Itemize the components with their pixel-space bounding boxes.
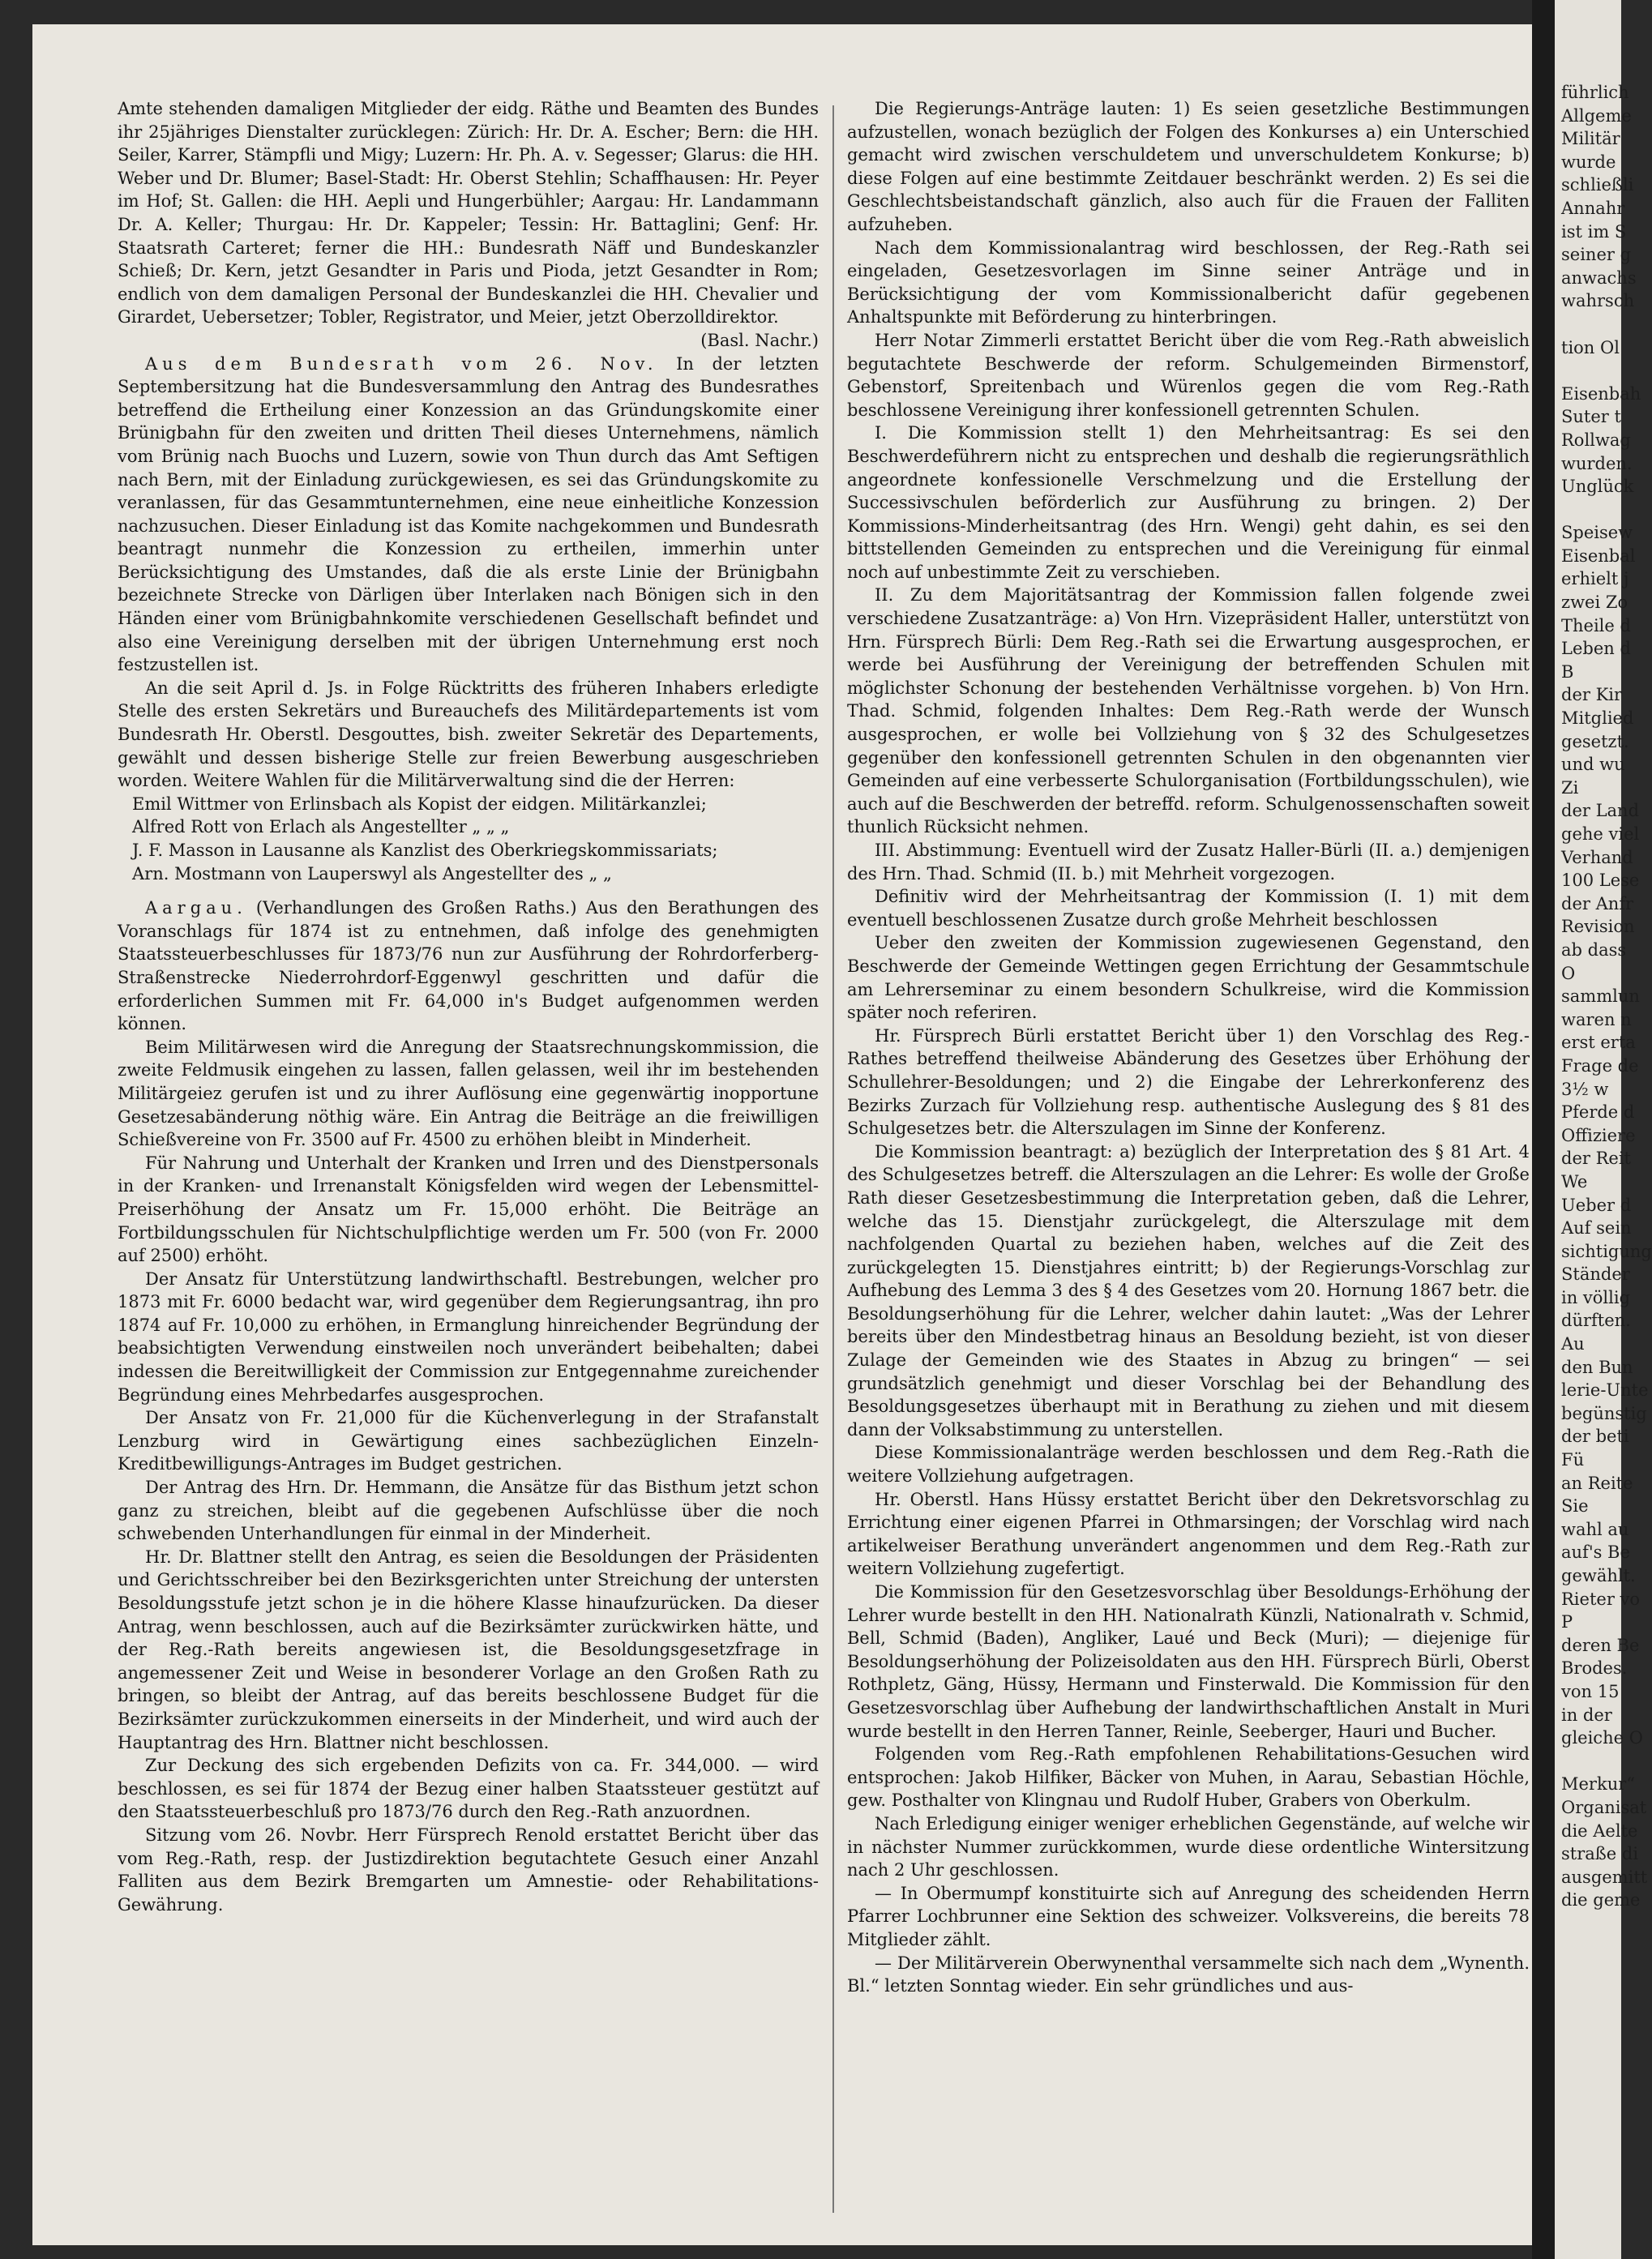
article-paragraph xyxy=(118,353,819,677)
fragment-line: Rieter vo xyxy=(1561,1589,1641,1609)
paragraph-text: Amte stehenden damaligen Mitglieder der eidg. Räthe und Beamten des Bundes ihr 25jähriges Dienstalter zurücklegen: Zürich: Hr. Dr. A. Escher; Bern: die HH. Seiler, Karrer, Stämpfli und Migy; Luzern: Hr. Ph. A. v. Segesser; Glarus: die HH. Weber und Dr. Blumer; Basel-Stadt: Hr. Oberst Stehlin; Schaffhausen: Hr. Peyer im Hof; St. Gallen: die HH. Aepli und Hungerbühler; Aargau: Hr. Landammann Dr. A. Keller; Thurgau: Hr. Dr. Kappeler; Tessin: Hr. Battaglini; Genf: Hr. Staatsrath Carteret; ferner die HH.: Bundesrath Näff und Bundeskanzler Schieß; Dr. Kern, jetzt Gesandter in Paris und Pioda, jetzt Gesandter in Rom; endlich von dem damaligen Personal der Bundeskanzlei die HH. Chevalier und Girardet, Uebersetzer; Tobler, Registrator, und Meier, jetzt Oberzolldirektor. xyxy=(118,99,819,327)
fragment-line xyxy=(1561,1750,1621,1773)
article-paragraph xyxy=(118,329,819,353)
article-paragraph xyxy=(118,815,819,839)
article-paragraph xyxy=(118,1476,819,1546)
paragraph-text: Hr. Fürsprech Bürli erstattet Bericht über 1) den Vorschlag des Reg.-Rathes betreffend theilweise Abänderung des Gesetzes über Erhöhung der Schullehrer-Besoldungen; und 2) die Eingabe der Lehrerkonferenz des Bezirks Zurzach für Vollziehung resp. authentische Auslegung des § 81 des Schulgesetzes betr. die Alterszulagen im Sinne der Konferenz. xyxy=(847,1025,1530,1139)
paragraph-text: Nach dem Kommissionalantrag wird beschlossen, der Reg.-Rath sei eingeladen, Gesetzesvorlagen im Sinne seiner Anträge und in Berücksichtigung der vom Kommissionalbericht dafür gegebenen Anhaltspunkte mit Beförderung zu hinterbringen. xyxy=(847,237,1530,327)
adjacent-page-edge xyxy=(1555,0,1652,2259)
fragment-line: ausgemitt xyxy=(1561,1867,1648,1887)
paragraph-text: Diese Kommissionalanträge werden beschlossen und dem Reg.-Rath die weitere Vollziehung aufgetragen. xyxy=(847,1443,1530,1487)
paragraph-text: J. F. Masson in Lausanne als Kanzlist des Oberkriegskommissariats; xyxy=(132,841,718,860)
fragment-line: Annahr xyxy=(1561,198,1625,218)
fragment-line: Unglück xyxy=(1561,477,1634,497)
fragment-line: auf's Be xyxy=(1561,1542,1630,1563)
column-divider xyxy=(832,105,834,2213)
fragment-line: Brodes. xyxy=(1561,1658,1628,1679)
fragment-line: führlich xyxy=(1561,83,1629,102)
fragment-line: die geme xyxy=(1561,1890,1641,1910)
article-paragraph xyxy=(847,421,1530,584)
fragment-line xyxy=(1561,359,1621,383)
article-paragraph xyxy=(847,1140,1530,1442)
fragment-line: dürften. xyxy=(1561,1311,1631,1331)
page-gutter xyxy=(1532,0,1555,2259)
fragment-line: Mitglied xyxy=(1561,708,1634,729)
fragment-line: Rollwag xyxy=(1561,430,1631,450)
fragment-line: Pferde d xyxy=(1561,1102,1635,1123)
article-paragraph xyxy=(847,1581,1530,1743)
article-paragraph xyxy=(118,896,819,1036)
fragment-line: in der xyxy=(1561,1705,1612,1725)
fragment-line: 3½ w xyxy=(1561,1079,1609,1099)
fragment-line: erhielt j xyxy=(1561,569,1629,589)
article-paragraph xyxy=(118,1268,819,1407)
fragment-line: der Land xyxy=(1561,801,1640,821)
paragraph-text: Hr. Oberstl. Hans Hüssy erstattet Bericht über den Dekretsvorschlag zu Errichtung einer eigenen Pfarrei in Othmarsingen; der Vorschlag wird nach artikelweiser Berathung unverändert angenommen und dem Reg.-Rath zur weitern Vollziehung zugefertigt. xyxy=(847,1489,1530,1579)
fragment-line: Organisat xyxy=(1561,1797,1647,1817)
fragment-line: Ueber d xyxy=(1561,1195,1632,1215)
fragment-line: seiner g xyxy=(1561,245,1632,265)
fragment-line: sichtigung xyxy=(1561,1241,1652,1261)
article-paragraph xyxy=(847,237,1530,329)
fragment-line: sammlun xyxy=(1561,986,1640,1007)
paragraph-text: Der Ansatz für Unterstützung landwirthschaftl. Bestrebungen, welcher pro 1873 mit Fr. 6000 bedacht war, wird gegenüber dem Regierungsantrag, ihn pro 1874 auf Fr. 10,000 zu erhöhen, in Ermanglung hinreichender Begründung der beabsichtigten Verwendung einstweilen noch unverändert beibehalten; dabei indessen die Bereitwilligkeit der Commission zur Entgegennahme zureichender Begründung eines Mehrbedarfes ausgesprochen. xyxy=(118,1269,819,1405)
article-paragraph xyxy=(118,862,819,886)
paragraph-text: Nach Erledigung einiger weniger erheblichen Gegenstände, auf welche wir in nächster Nummer zurückkommen, wurde diese ordentliche Wintersitzung nach 2 Uhr geschlossen. xyxy=(847,1813,1530,1880)
paragraph-text: — In Obermumpf konstituirte sich auf Anregung des scheidenden Herrn Pfarrer Lochbrunner eine Sektion des schweizer. Volksvereins, die bereits 78 Mitglieder zählt. xyxy=(847,1883,1530,1949)
fragment-line: zwei Zo xyxy=(1561,593,1628,613)
paragraph-text: Folgenden vom Reg.-Rath empfohlenen Rehabilitations-Gesuchen wird entsprochen: Jakob Hilfiker, Bäcker von Muhen, in Aarau, Sebastian Höchle, gew. Posthalter von Klingnau und Rudolf Huber, Grabers von Oberkulm. xyxy=(847,1744,1530,1811)
article-paragraph xyxy=(118,677,819,793)
fragment-line: wahl au xyxy=(1561,1519,1629,1539)
article-paragraph xyxy=(118,1152,819,1268)
article-paragraph xyxy=(118,1036,819,1152)
paragraph-text: Die Kommission für den Gesetzesvorschlag über Besoldungs-Erhöhung der Lehrer wurde bestellt in den HH. Nationalrath Künzli, Nationalrath v. Schmid, Bell, Schmid (Baden), Angliker, Laué und Beck (Muri); — diejenige für Besoldungserhöhung der Polizeisoldaten aus den HH. Fürsprech Bürli, Oberst Rothpletz, Gäng, Hüssy, Hermann und Finsterwald. Die Kommission für den Gesetzesvorschlag über Aufhebung der landwirthschaftlichen Anstalt in Muri wurde bestellt in den Herren Tanner, Reinle, Seeberger, Hauri und Bucher. xyxy=(847,1582,1530,1741)
paragraph-text: Herr Notar Zimmerli erstattet Bericht über die vom Reg.-Rath abweislich begutachtete Beschwerde der reform. Schulgemeinden Birmenstorf, Gebenstorf, Spreitenbach und Würenlos gegen die vom Reg.-Rath beschlossene Vereinigung ihrer konfessionell getrennten Schulen. xyxy=(847,330,1530,420)
paragraph-lead: Aargau. xyxy=(145,898,247,918)
fragment-line: wurde xyxy=(1561,152,1616,172)
fragment-line: Verhand xyxy=(1561,847,1633,867)
fragment-line: anwachs xyxy=(1561,267,1637,288)
fragment-line: die Aelte xyxy=(1561,1820,1638,1841)
fragment-line: gleiche O xyxy=(1561,1728,1643,1748)
fragment-line: schließli xyxy=(1561,175,1634,195)
fragment-line: B xyxy=(1561,661,1574,682)
fragment-line: waren n xyxy=(1561,1009,1632,1029)
fragment-line: der beti xyxy=(1561,1427,1629,1447)
newspaper-page xyxy=(32,24,1532,2245)
fragment-line: in völlig xyxy=(1561,1287,1631,1307)
paragraph-text: Definitiv wird der Mehrheitsantrag der Kommission (I. 1) mit dem eventuell beschlossenen Zusatze durch große Mehrheit beschlossen xyxy=(847,887,1530,930)
article-paragraph xyxy=(847,1882,1530,1952)
paragraph-text: Beim Militärwesen wird die Anregung der Staatsrechnungskommission, die zweite Feldmusik eingehen zu lassen, fallen gelassen, weil ihr im bestehenden Militärgeiez gerufen ist und zu ihrer Auflösung eine gegenwärtig inopportune Gesetzesabänderung nöthig wäre. Ein Antrag die Beiträge an die freiwilligen Schießvereine von Fr. 3500 auf Fr. 4500 zu erhöhen bleibt in Minderheit. xyxy=(118,1037,819,1150)
fragment-line: Merkur“ xyxy=(1561,1774,1635,1795)
fragment-line: wahrsch xyxy=(1561,291,1635,311)
fragment-line: ist im S xyxy=(1561,221,1627,242)
paragraph-text: Für Nahrung und Unterhalt der Kranken und Irren und des Dienstpersonals in der Kranken- und Irrenanstalt Königsfelden wird wegen der Lebensmittel-Preiserhöhung der Ansatz um Fr. 15,000 erhöht. Die Beiträge an Fortbildungsschulen für Nichtschulpflichtige werden um Fr. 500 (von Fr. 2000 auf 2500) erhöht. xyxy=(118,1153,819,1266)
article-paragraph xyxy=(847,1025,1530,1140)
fragment-line: von 15 xyxy=(1561,1681,1620,1701)
fragment-line: erst erta xyxy=(1561,1033,1636,1053)
fragment-line: Theile d xyxy=(1561,615,1631,635)
fragment-line: Suter t xyxy=(1561,407,1621,427)
fragment-line: Speisew xyxy=(1561,523,1633,543)
fragment-line: Offiziere xyxy=(1561,1125,1636,1145)
article-paragraph xyxy=(847,1952,1530,1998)
fragment-line: ab dass xyxy=(1561,939,1627,960)
article-paragraph xyxy=(118,793,819,816)
paragraph-text: (Verhandlungen des Großen Raths.) Aus den Berathungen des Voranschlags für 1874 ist zu entnehmen, daß infolge des genehmigten Staatssteuerbeschlusses für 1873/76 nun zur Ausführung der Rohrdorferberg-Straßenstrecke Niederrohrdorf-Eggenwyl geschritten und dafür die erforderlichen Summen mit Fr. 64,000 in's Budget aufgenommen werden können. xyxy=(118,898,819,1034)
paragraph-text: I. Die Kommission stellt 1) den Mehrheitsantrag: Es sei den Beschwerdeführern nicht zu entsprechen und deshalb die regierungsräthlich angeordnete konfessionelle Verschmelzung und die Erstellung der Successivschulen beförderlich zur Ausführung zu bringen. 2) Der Kommissions-Minderheitsantrag (des Hrn. Wengi) geht dahin, es sei den bittstellenden Gemeinden zu entsprechen und die Vereinigung für einmal noch auf unbestimmte Zeit zu verschieben. xyxy=(847,423,1530,582)
fragment-line: an Reite xyxy=(1561,1473,1633,1493)
fragment-line: Frage de xyxy=(1561,1055,1639,1076)
fragment-line: 100 Lese xyxy=(1561,871,1640,891)
article-paragraph xyxy=(847,329,1530,421)
fragment-line: der Reit xyxy=(1561,1149,1631,1169)
left-column xyxy=(118,97,819,2221)
paragraph-text: Alfred Rott von Erlach als Angestellter „ „ „ xyxy=(132,817,510,837)
paragraph-text: An die seit April d. Js. in Folge Rücktritts des früheren Inhabers erledigte Stelle des ersten Sekretärs und Bureauchefs des Militärdepartements ist vom Bundesrath Hr. Oberstl. Desgouttes, bish. zweiter Sekretär des Departements, gewählt und dessen bisherige Stelle zur freien Bewerbung ausgeschrieben worden. Weitere Wahlen für die Militärverwaltung sind die der Herren: xyxy=(118,678,819,791)
paragraph-text: Ueber den zweiten der Kommission zugewiesenen Gegenstand, den Beschwerde der Gemeinde Wettingen gegen Errichtung der Gesammtschule am Lehrerseminar zu einem besondern Schulkreise, wird die Kommission später noch referiren. xyxy=(847,933,1530,1023)
article-paragraph xyxy=(118,1406,819,1476)
middle-column xyxy=(847,97,1530,2221)
paragraph-text: Sitzung vom 26. Novbr. Herr Fürsprech Renold erstattet Bericht über das vom Reg.-Rath, resp. der Justizdirektion begutachtete Gesuch einer Anzahl Falliten aus dem Bezirk Bremgarten um Amnestie- oder Rehabilitations-Gewährung. xyxy=(118,1825,819,1915)
article-paragraph xyxy=(847,885,1530,931)
fragment-line: Leben d xyxy=(1561,639,1631,659)
article-paragraph xyxy=(847,1812,1530,1882)
article-paragraph xyxy=(847,97,1530,237)
fragment-line: und wu xyxy=(1561,755,1625,775)
article-paragraph xyxy=(847,1488,1530,1581)
fragment-line: den Bun xyxy=(1561,1357,1633,1377)
fragment-line: Zi xyxy=(1561,777,1579,798)
fragment-line: straße di xyxy=(1561,1844,1639,1864)
paragraph-text: Zur Deckung des sich ergebenden Defizits von ca. Fr. 344,000. — wird beschlossen, es sei für 1874 der Bezug einer halben Staatssteuer gestützt auf den Staatssteuerbeschluß pro 1873/76 durch den Reg.-Rath anzuordnen. xyxy=(118,1756,819,1822)
fragment-line: deren Be xyxy=(1561,1635,1640,1655)
fragment-line: Allgeme xyxy=(1561,105,1632,126)
fragment-line: tion Ol xyxy=(1561,337,1620,357)
fragment-line: lerie-Unte xyxy=(1561,1380,1649,1401)
fragment-line: der Kir xyxy=(1561,685,1623,705)
paragraph-text: — Der Militärverein Oberwynenthal versammelte sich nach dem „Wynenth. Bl.“ letzten Sonntag wieder. Ein sehr gründliches und aus- xyxy=(847,1953,1530,1996)
article-paragraph xyxy=(847,931,1530,1024)
adjacent-page-fragments xyxy=(1561,81,1652,1912)
fragment-line: gesetzt. xyxy=(1561,731,1629,751)
fragment-line: Eisenbal xyxy=(1561,545,1636,566)
paragraph-text: In der letzten Septembersitzung hat die Bundesversammlung den Antrag des Bundesrathes betreffend die Ertheilung einer Konzession an das Gründungskomite einer Brünigbahn für den zweiten und dritten Theil dieses Unternehmens, nämlich vom Brünig nach Buochs und Luzern, sowie von Thun durch das Amt Seftigen nach Bern, mit der Einladung zurückgewiesen, es sei das Gründungskomite zu veranlassen, für das Gesammtunternehmen, eine neue einheitliche Konzession nachzusuchen. Dieser Einladung ist das Komite nachgekommen und Bundesrath beantragt nunmehr die Konzession zu ertheilen, immerhin unter Berücksichtigung des Umstandes, daß die als erste Linie der Brünigbahn bezeichnete Strecke von Därligen über Interlaken nach Bönigen sich in den Händen einer vom Brünigbahnkomite verschiedenen Gesellschaft befindet und also eine Vereinigung derselben mit der übrigen Unternehmung erst noch festzustellen ist. xyxy=(118,353,819,675)
fragment-line: begünstig xyxy=(1561,1403,1647,1423)
fragment-line: Fü xyxy=(1561,1450,1585,1470)
article-paragraph xyxy=(118,839,819,862)
fragment-line: der Anfr xyxy=(1561,893,1634,913)
fragment-line xyxy=(1561,498,1621,522)
article-paragraph xyxy=(118,97,819,329)
fragment-line: gehe viel xyxy=(1561,824,1640,844)
article-paragraph xyxy=(118,1824,819,1916)
article-paragraph xyxy=(847,1743,1530,1812)
fragment-line: wurden. xyxy=(1561,453,1633,473)
fragment-line: Auf sein xyxy=(1561,1218,1632,1239)
fragment-line: gewählt. xyxy=(1561,1566,1636,1585)
paragraph-text: Die Regierungs-Anträge lauten: 1) Es seien gesetzliche Bestimmungen aufzustellen, wonach bezüglich der Folgen des Konkurses a) ein Unterschied gemacht wird zwischen verschuldetem und unverschuldetem Konkurse; b) diese Folgen auf eine bestimmte Zeitdauer beschränkt werden. 2) Es sei die Geschlechtsbeistandschaft gänzlich, also auch für die Frauen der Falliten aufzuheben. xyxy=(847,99,1530,234)
fragment-line: Ständer xyxy=(1561,1264,1630,1285)
paragraph-text: Arn. Mostmann von Lauperswyl als Angestellter des „ „ xyxy=(132,863,612,883)
fragment-line: O xyxy=(1561,963,1576,983)
article-paragraph xyxy=(847,1441,1530,1487)
paragraph-text: III. Abstimmung: Eventuell wird der Zusatz Haller-Bürli (II. a.) demjenigen des Hrn. Thad. Schmid (II. b.) mit Mehrheit vorgezogen. xyxy=(847,841,1530,883)
fragment-line: Revision xyxy=(1561,917,1635,937)
article-paragraph xyxy=(847,839,1530,885)
paragraph-text: Der Ansatz von Fr. 21,000 für die Küchenverlegung in der Strafanstalt Lenzburg wird in Gewärtigung eines sachbezüglichen Einzeln-Kreditbewilligungs-Antrages im Budget gestrichen. xyxy=(118,1408,819,1474)
paragraph-text: II. Zu dem Majoritätsantrag der Kommission fallen folgende zwei verschiedene Zusatzanträge: a) Von Hrn. Vizepräsident Haller, unterstützt von Hrn. Fürsprech Bürli: Dem Reg.-Rath sei die Erwartung ausgesprochen, er werde bei Ausführung der Vereinigung der betreffenden Schulen mit möglichster Schonung der bestehenden Verhältnisse vorgehen. b) Von Hrn. Thad. Schmid, folgenden Inhaltes: Dem Reg.-Rath werde der Wunsch ausgesprochen, er wolle bei Vollziehung von § 32 des Schulgesetzes gegenüber den konfessionell getrennten Schulen in den obgenannten vier Gemeinden auf eine verbesserte Schulorganisation (Fortbildungsschulen), wie auch auf die Beschwerden der betreffd. reform. Schulgenossenschaften soweit thunlich Rücksicht nehmen. xyxy=(847,585,1530,837)
fragment-line: P xyxy=(1561,1612,1573,1632)
paragraph-text: Der Antrag des Hrn. Dr. Hemmann, die Ansätze für das Bisthum jetzt schon ganz zu streichen, bleibt auf die gegebenen Aufschlüsse über die noch schwebenden Unterhandlungen für einmal in der Minderheit. xyxy=(118,1478,819,1544)
fragment-line: Militär xyxy=(1561,129,1620,149)
fragment-line: Sie xyxy=(1561,1496,1589,1517)
paragraph-text: Hr. Dr. Blattner stellt den Antrag, es seien die Besoldungen der Präsidenten und Gerichtsschreiber bei den Bezirksgerichten unter Streichung der untersten Besoldungsstufe jetzt schon je in die höhere Klasse hinaufzurücken. Da dieser Antrag, wenn beschlossen, auch auf die Bezirksämter zurückwirken hätte, und der Reg.-Rath bereits angewiesen ist, die Besoldungsgesetzfrage in angemessener Zeit und Weise in besonderer Vorlage an den Großen Rath zu bringen, so bleibt der Antrag, auf das bereits beschlossene Budget für die Bezirksämter zurückzukommen einerseits in der Minderheit, und wird auch der Hauptantrag des Hrn. Blattner nicht beschlossen. xyxy=(118,1547,819,1752)
paragraph-text: (Basl. Nachr.) xyxy=(700,330,819,350)
article-paragraph xyxy=(847,584,1530,839)
fragment-line: Au xyxy=(1561,1334,1585,1354)
fragment-line: Eisenbah xyxy=(1561,383,1641,404)
fragment-line xyxy=(1561,313,1621,336)
article-paragraph xyxy=(118,1546,819,1754)
article-paragraph xyxy=(118,1754,819,1824)
paragraph-text: Emil Wittmer von Erlinsbach als Kopist der eidgen. Militärkanzlei; xyxy=(132,794,707,814)
paragraph-text: Die Kommission beantragt: a) bezüglich der Interpretation des § 81 Art. 4 des Schulgesetzes betreff. die Alterszulagen an die Lehrer: Es wolle der Große Rath dieser Gesetzesbestimmung die Interpretation geben, daß die Lehrer, welche das 15. Dienstjahr zurückgelegt, die Alterszulage mit dem nachfolgenden Quartal zu beziehen haben, welches auf die Zeit des zurückgelegten 15. Dienstjahres eintritt; b) der Regierungs-Vorschlag zur Aufhebung des Lemma 3 des § 4 des Gesetzes vom 20. Hornung 1867 betr. die Besoldungserhöhung für die Lehrer, welcher dahin lautet: „Was der Lehrer bereits über den Mindestbetrag hinaus an Besoldung bezieht, ist von dieser Zulage der Gemeinden wie des Staates in Abzug zu bringen“ — sei grundsätzlich genehmigt und dieser Vorschlag bei der Behandlung des Besoldungsgesetzes überhaupt mit in Berathung zu ziehen und mit diesem dann der Volksabstimmung zu unterstellen. xyxy=(847,1141,1530,1440)
fragment-line: We xyxy=(1561,1171,1588,1192)
paragraph-lead: Aus dem Bundesrath vom 26. Nov. xyxy=(145,353,658,374)
